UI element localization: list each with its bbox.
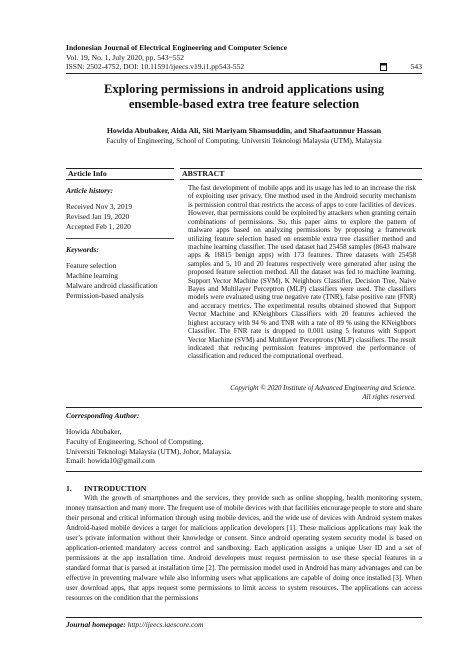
keywords-heading: Keywords: — [66, 245, 99, 255]
keyword-item: Malware android classification — [66, 280, 158, 290]
history-received: Received Nov 3, 2019 — [66, 202, 133, 211]
corresponding-university: Universiti Teknologi Malaysia (UTM), Johor, Malaysia. — [66, 446, 232, 456]
copyright-notice — [180, 384, 416, 402]
introduction-text: With the growth of smartphones and the services, they provide such as online shopping, health monitoring system, money transaction and many more. The frequent use of mobile devices with that facilities encourage people to store and share their personal and critical information through using mobile devices, and the wide use of devices with Android system makes Android-based mobile devices a target for malicious application developers [1]. These malicious applications may leak the user’s private information without their knowledge or consent. Since android operating system security model is based on application-oriented mandatory access control and sandboxing. Each application assigns a unique User ID and a set of permissions at the app installation time. Android developers must request permission to use these special features in a standard format that is parsed at installation time [2]. The permission model used in Android has many advantages and can be effective in preventing malware while also informing users what applications are capable of doing once installed [3]. When user download apps, that apps request some permissions to limit access to system resources. The applications can access resources on the condition that the permissions — [66, 494, 422, 602]
header-right — [380, 62, 422, 72]
volume-line: Vol. 19, No. 1, July 2020, pp. 543~552 — [66, 52, 185, 62]
article-info-column — [66, 168, 174, 301]
corresponding-details — [66, 427, 422, 466]
history-revised: Revised Jan 19, 2020 — [66, 211, 130, 221]
section-title: INTRODUCTION — [84, 484, 147, 493]
keyword-item: Feature selection — [66, 261, 117, 271]
abstract-heading: ABSTRACT — [180, 168, 422, 180]
article-info-divider — [66, 238, 174, 239]
abstract-text: The fast development of mobile apps and its usage has led to an increase the risk of exploiting user privacy. One method used in the Android security mechanism is permission control that restricts the access of apps to core facilities of devices. However, that permissions could be exploited by attackers when granting certain combinations of permissions. So, this paper aims to explore the pattern of malware apps based on analyzing permissions by proposing a framework utilizing feature selection based on ensemble extra tree classifier method and machine learning classifier. The used dataset had 25458 samples (8643 malware apps & 16815 benign apps) with 173 features. Three datasets with 25458 samples and 5, 10 and 20 features respectively were generated after using the proposed feature selection method. All the dataset was fed to machine learning. Support Vector Machine (SVM), K Neighbors Classifier, Decision Tree, Naive Bayes and Multilayer Perceptron (MLP) classifiers were used. The classifiers models were evaluated using true negative rate (TNR), false positive rate (FNR) and accuracy metrics. The experimental results obtained showed that Support Vector Machine and KNeighbors Classifiers with 20 features achieved the highest accuracy with 94 % and TNR with a rate of 89 % using the KNeighbors Classifier. The FNR rate is dropped to 0.001 using 5 features with Support Vector Machine (SVM) and Multilayer Perceptrons (MLP) classifiers. The result indicated that reducing permission features improved the performance of classification and reduced the computational overhead. — [188, 184, 416, 361]
homepage-label: Journal homepage — [66, 620, 124, 629]
section-divider — [66, 407, 422, 408]
history-accepted: Accepted Feb 1, 2020 — [66, 221, 131, 231]
section-divider — [66, 471, 422, 472]
author-list: Howida Abubaker, Aida Ali, Siti Mariyam Shamsuddin, and Shafaatunnur Hassan — [106, 126, 382, 135]
article-info-heading: Article Info — [66, 168, 174, 180]
corresponding-name: Howida Abubaker, — [66, 427, 122, 436]
issn-line: ISSN: 2502-4752, DOI: 10.11591/ijeecs.v19.i1.pp543-552 — [66, 62, 245, 72]
history-list — [66, 202, 174, 231]
abstract-column — [180, 168, 422, 361]
title-line-1: Exploring permissions in android applications using — [103, 82, 385, 96]
homepage-link[interactable]: http://ijeecs.iaescore.com — [127, 620, 204, 629]
issn-row — [66, 62, 422, 72]
corresponding-email: Email: howida10@gmail.com — [66, 456, 155, 466]
corresponding-author — [66, 411, 422, 466]
affiliation: Faculty of Engineering, School of Computing, Universiti Teknologi Malaysia (UTM), Malaysia — [106, 137, 382, 145]
copyright-line-2: All rights reserved. — [362, 393, 416, 401]
history-heading: Article history: — [66, 186, 114, 195]
corresponding-faculty: Faculty of Engineering, School of Computing, — [66, 436, 204, 446]
introduction-heading — [66, 484, 146, 494]
document-icon — [380, 63, 387, 71]
keyword-item: Permission-based analysis — [66, 290, 144, 300]
journal-header — [66, 43, 422, 72]
page-footer: Journal homepage: http://ijeecs.iaescore.com — [66, 620, 204, 629]
title-line-2: ensemble-based extra tree feature selection — [128, 97, 360, 111]
section-number: 1. — [66, 484, 72, 493]
header-divider — [66, 73, 422, 74]
paper-title — [66, 82, 422, 112]
footer-divider — [66, 617, 422, 618]
copyright-line-1: Copyright © 2020 Institute of Advanced Engineering and Science. — [230, 384, 416, 392]
keyword-item: Machine learning — [66, 271, 118, 281]
corresponding-heading: Corresponding Author: — [66, 411, 140, 420]
page-number: 543 — [410, 62, 422, 72]
keywords-list — [66, 261, 174, 300]
journal-name: Indonesian Journal of Electrical Engineering and Computer Science — [66, 43, 288, 52]
